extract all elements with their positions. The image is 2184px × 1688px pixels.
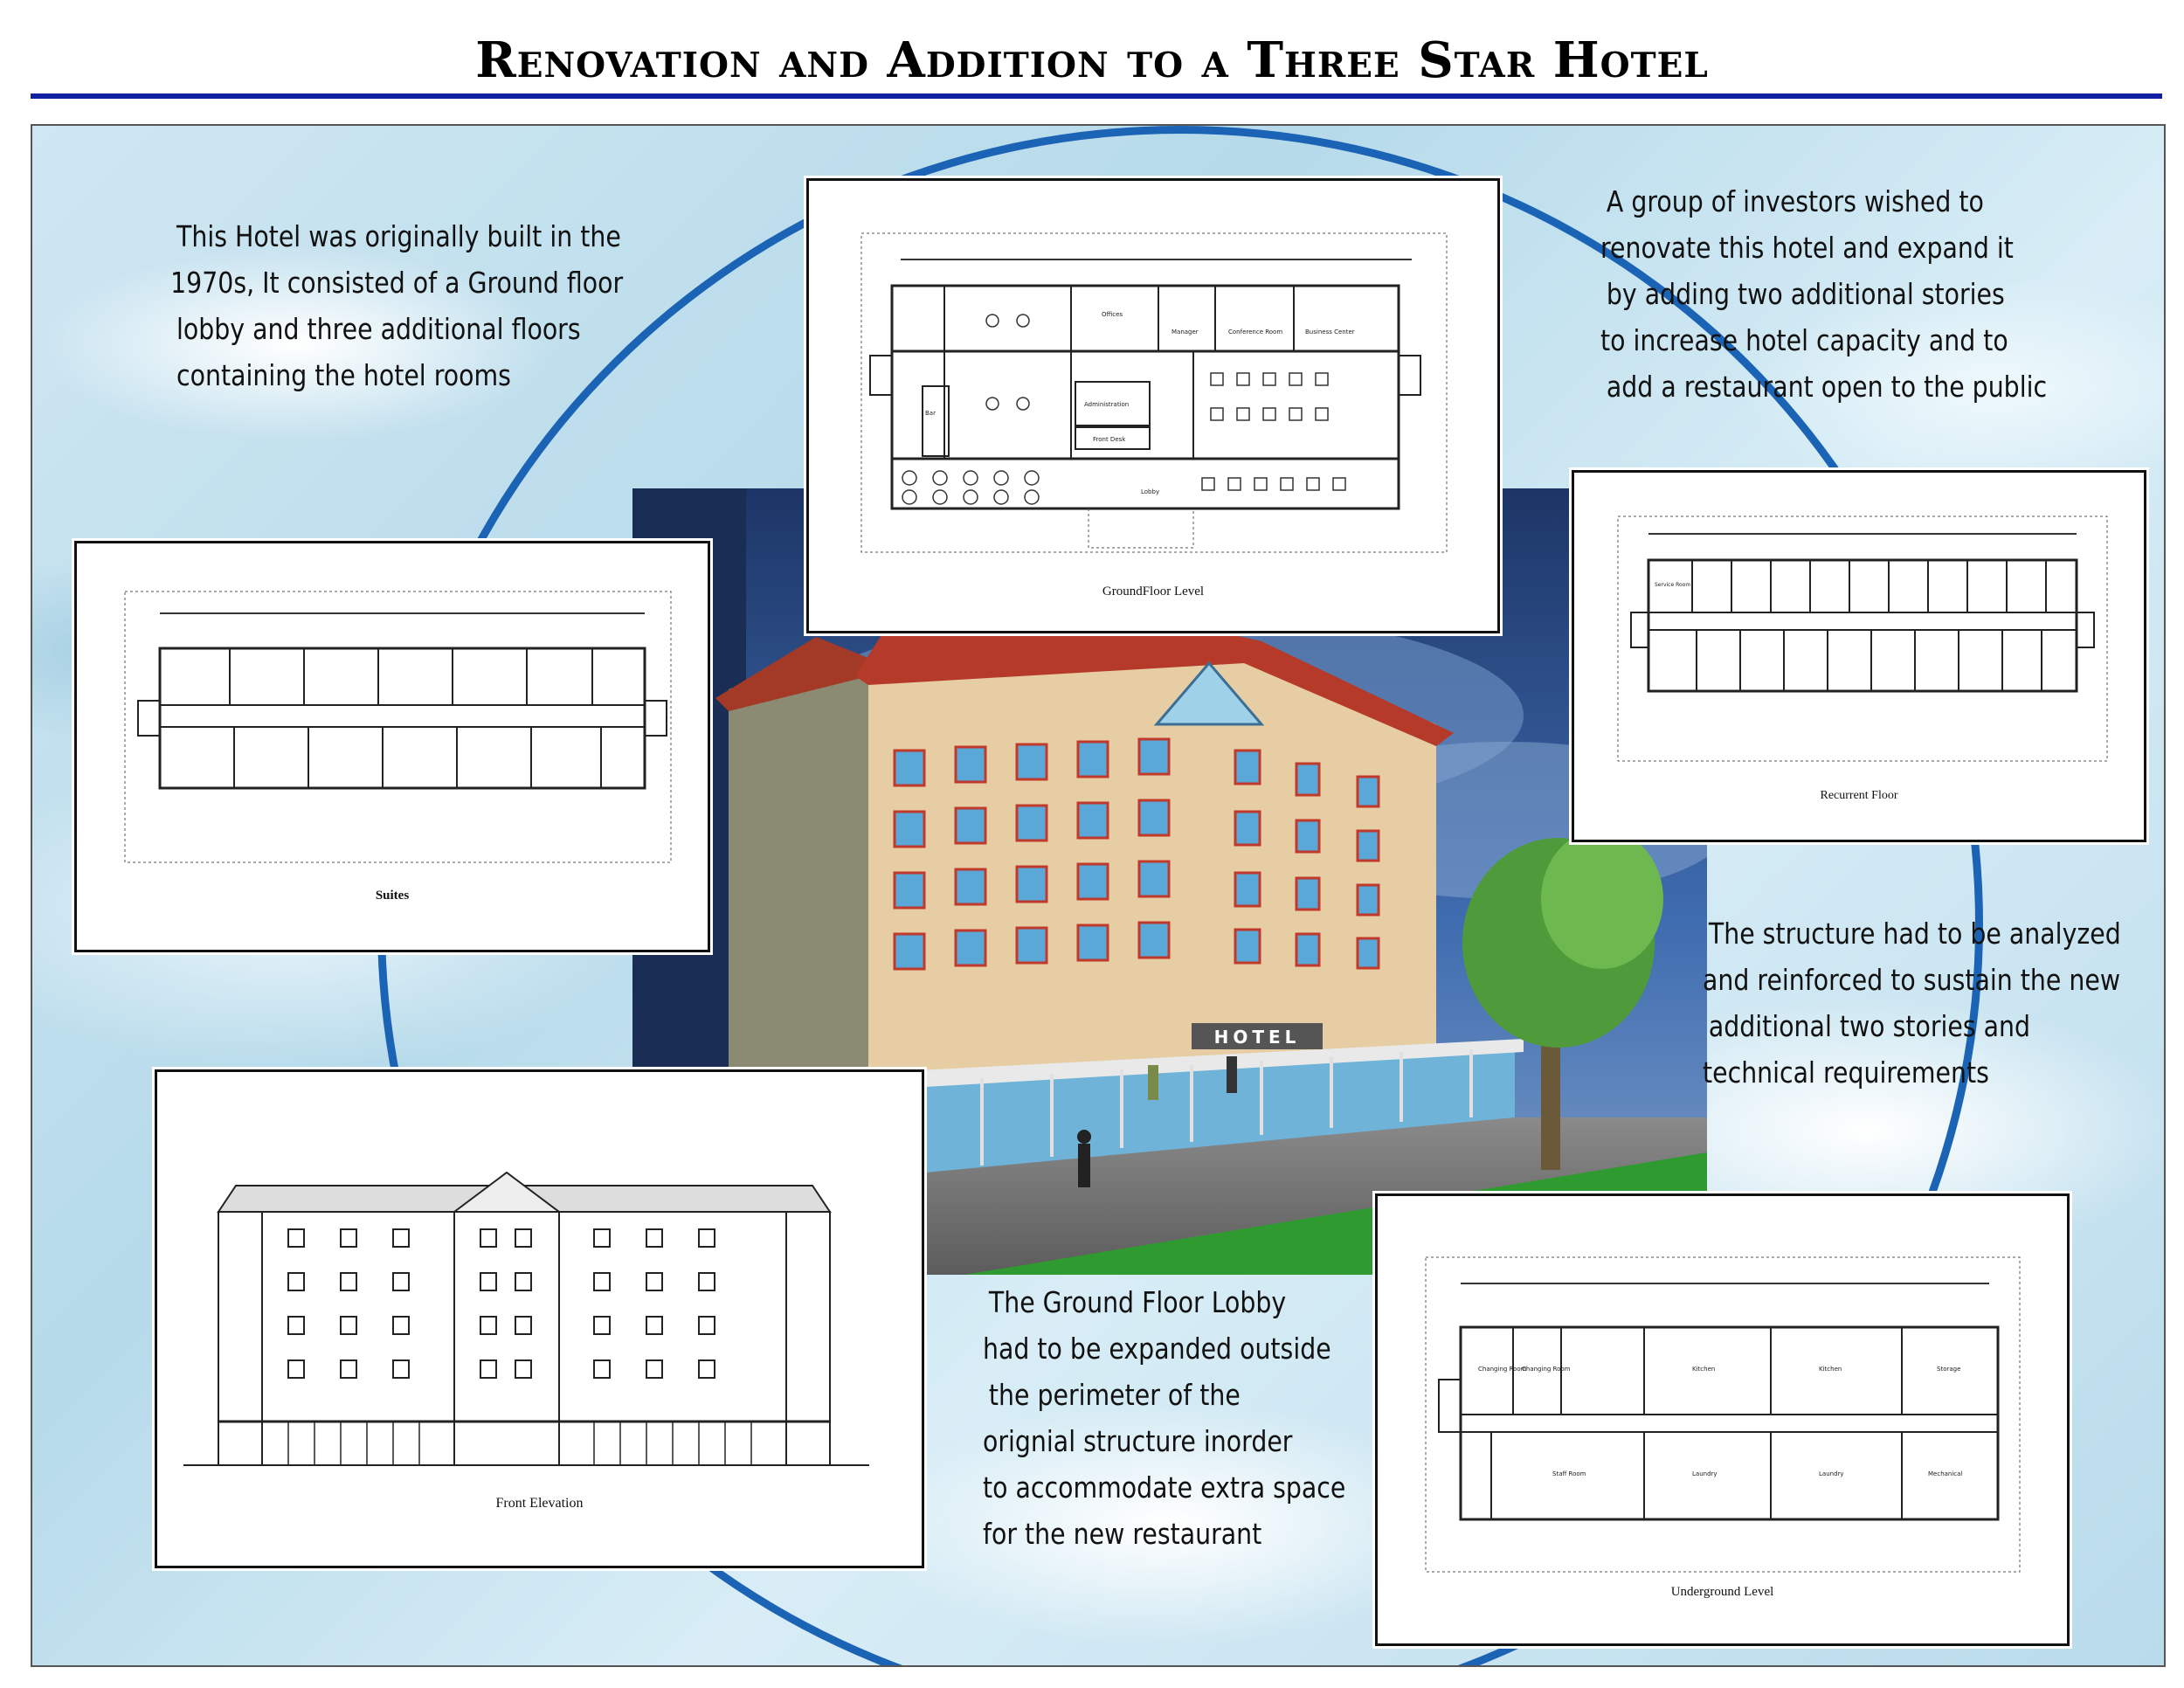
room-label: Changing Room <box>1522 1366 1571 1373</box>
room-label: Storage <box>1937 1366 1961 1373</box>
room-label: Administration <box>1084 401 1130 408</box>
room-label: Laundry <box>1819 1470 1844 1477</box>
room-label: Kitchen <box>1819 1366 1842 1373</box>
front-elevation <box>155 1069 924 1568</box>
room-label: Service Room <box>1655 582 1691 588</box>
plan-caption: Front Elevation <box>495 1496 584 1511</box>
page-title: Renovation and Addition to a Three Star Hotel <box>475 31 1709 89</box>
room-label: Offices <box>1102 311 1123 318</box>
investors-text: A group of investors wished to renovate this hotel and expand it by adding two additional stories to increase hotel capacity and to add a restaurant open to the public <box>1600 184 2048 404</box>
room-label: Changing Room <box>1478 1366 1527 1373</box>
room-label: Business Center <box>1305 329 1355 336</box>
room-label: Laundry <box>1692 1470 1717 1477</box>
plan-caption: Suites <box>375 889 410 903</box>
room-label: Front Desk <box>1093 436 1126 443</box>
room-label: Conference Room <box>1228 329 1283 336</box>
room-label: Bar <box>925 410 936 417</box>
room-label: Kitchen <box>1692 1366 1716 1373</box>
room-label: Staff Room <box>1552 1470 1586 1477</box>
suites-plan <box>74 541 710 952</box>
plan-caption: GroundFloor Level <box>1102 585 1205 598</box>
underground-plan <box>1375 1193 2070 1646</box>
room-label: Lobby <box>1141 488 1160 495</box>
plan-caption: Underground Level <box>1670 1585 1774 1599</box>
intro-text: This Hotel was originally built in the 1970s, It consisted of a Ground floor lobby and three additional floors containing the hotel rooms <box>170 219 624 392</box>
title-rule <box>31 93 2162 99</box>
recurrent-floor-plan <box>1572 470 2146 842</box>
lobby-text: The Ground Floor Lobby had to be expanded outside the perimeter of the orignial structure inorder to accommodate extra space for the new restaurant <box>983 1285 1346 1551</box>
room-label: Manager <box>1171 329 1199 336</box>
plan-caption: Recurrent Floor <box>1820 789 1898 802</box>
structure-text: The structure had to be analyzed and reinforced to sustain the new additional two stories and technical requirements <box>1703 917 2121 1090</box>
room-label: Mechanical <box>1928 1470 1963 1477</box>
ground-floor-plan <box>806 178 1500 633</box>
poster-board <box>31 124 2166 1667</box>
hotel-sign: HOTEL <box>1213 1027 1301 1048</box>
